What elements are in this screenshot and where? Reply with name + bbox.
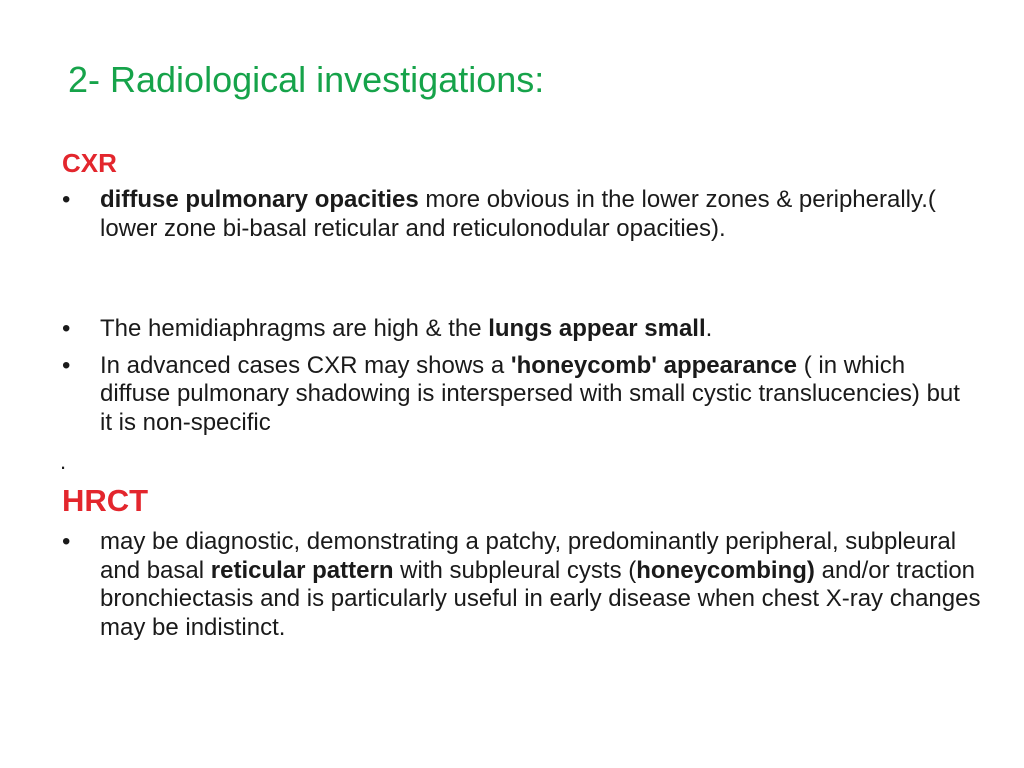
- bullet-text: and/or traction bronchiectasis and is particularly useful in early disease when chest X-ray changes may be indistinct.: [100, 556, 981, 641]
- bold-phrase: 'honeycomb' appearance: [510, 351, 798, 379]
- bullet-text: may be diagnostic, demonstrating a patchy, predominantly peripheral, subpleural and basal: [100, 528, 957, 584]
- bullet-text: .: [705, 315, 713, 342]
- bullet-text: The hemidiaphragms are high & the: [100, 315, 489, 342]
- bold-phrase: diffuse pulmonary opacities: [100, 186, 419, 213]
- bullet-text: more obvious in the lower zones & peripherally.( lower zone bi-basal reticular and reticulonodular opacities).: [100, 186, 936, 242]
- bullet-text: ( in which diffuse pulmonary shadowing is interspersed with small cystic translucencies) but it is non-specific: [100, 351, 960, 436]
- hrct-heading: HRCT: [62, 483, 149, 518]
- bullet-marker: •: [62, 351, 71, 379]
- cxr-bullet-honeycomb: [62, 352, 962, 438]
- bullet-marker: •: [62, 315, 71, 342]
- cxr-bullet-hemidiaphragms: [62, 315, 962, 344]
- bullet-text: with subpleural cysts (: [393, 556, 637, 584]
- bold-phrase: reticular pattern: [210, 556, 394, 584]
- cxr-bullet-list-1: [62, 186, 962, 243]
- cxr-bullet-list-2: [62, 315, 962, 437]
- slide-title: 2- Radiological investigations:: [68, 59, 545, 100]
- hrct-bullet-list: [62, 528, 982, 642]
- bullet-text: In advanced cases CXR may shows a: [100, 351, 511, 379]
- bold-phrase: honeycombing): [636, 556, 815, 584]
- bullet-marker: •: [62, 528, 71, 555]
- bold-phrase: lungs appear small: [488, 315, 706, 342]
- bullet-marker: •: [62, 186, 71, 213]
- trailing-dot: .: [60, 449, 67, 474]
- cxr-heading: CXR: [62, 148, 117, 178]
- cxr-bullet-opacities: [62, 186, 962, 243]
- hrct-bullet-diagnostic: [62, 528, 982, 642]
